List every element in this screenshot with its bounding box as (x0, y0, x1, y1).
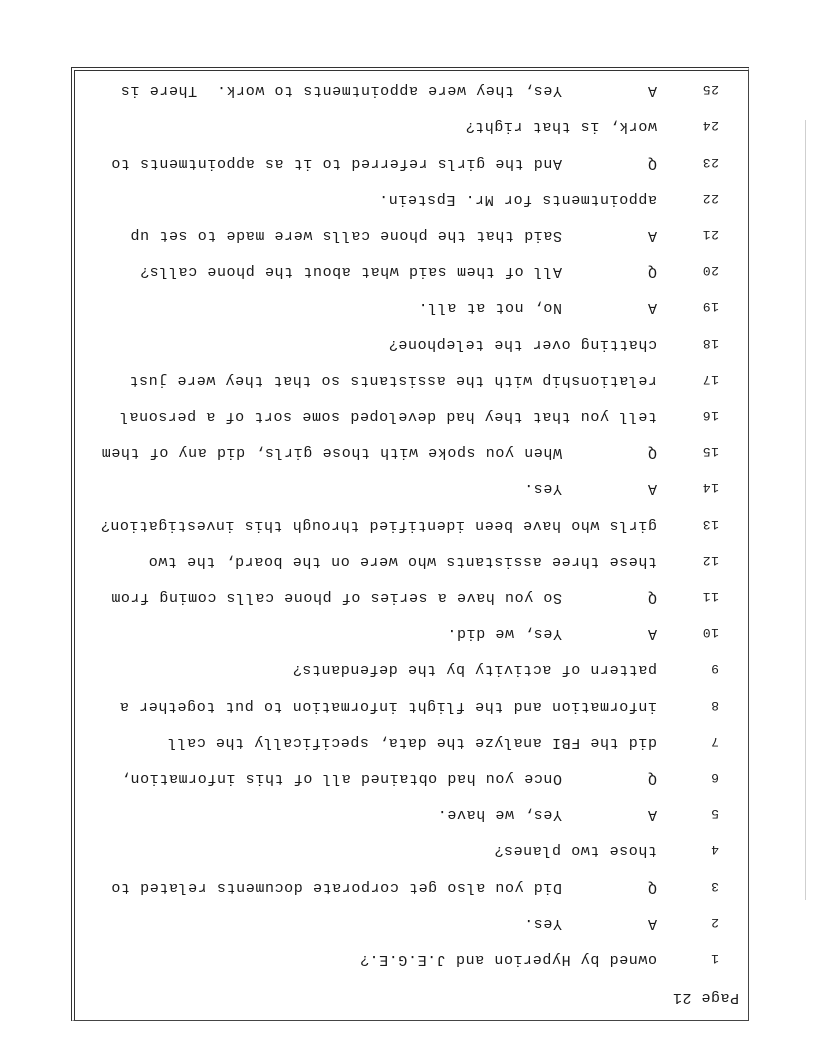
line-number: 14 (702, 480, 719, 496)
line-text: those two planes? (493, 842, 657, 860)
speaker-marker: A (647, 806, 657, 824)
line-number: 6 (710, 770, 719, 785)
line-text: information and the flight information to put together a (119, 697, 657, 715)
transcript-line (0, 260, 817, 280)
transcript-line (0, 876, 817, 896)
line-number: 21 (702, 227, 719, 242)
speaker-marker: A (647, 914, 657, 932)
line-text: pattern of activity by the defendants? (292, 661, 657, 679)
transcript-line (0, 550, 817, 570)
line-number: 17 (702, 371, 719, 387)
line-number: 25 (702, 82, 719, 98)
line-text: Once you had obtained all of this information, (120, 770, 562, 787)
transcript-line (0, 658, 817, 678)
line-number: 22 (702, 190, 719, 206)
speaker-marker: Q (647, 770, 657, 787)
transcript-line (0, 369, 817, 389)
transcript-line (0, 622, 817, 642)
line-number: 4 (710, 842, 719, 858)
line-number: 18 (702, 335, 719, 351)
transcript-line (0, 514, 817, 534)
line-text: these three assistants who were on the board, the two (148, 552, 657, 570)
transcript-line (0, 115, 817, 135)
line-text: relationship with the assistants so that they were just (128, 371, 657, 389)
page-number: Page 21 (672, 989, 739, 1006)
line-text: did the FBI analyze the data, specifically the call (167, 733, 657, 751)
line-text: appointments for Mr. Epstein. (378, 190, 657, 208)
transcript-line (0, 224, 817, 244)
line-number: 5 (710, 806, 719, 822)
transcript-line (0, 441, 817, 461)
line-number: 24 (702, 118, 719, 134)
line-text: Yes, we have. (437, 806, 562, 824)
line-number: 7 (710, 733, 719, 749)
line-number: 10 (702, 625, 719, 641)
line-text: Yes. (523, 914, 562, 932)
transcript-line (0, 188, 817, 208)
scan-edge-mark (805, 120, 806, 900)
transcript-line (0, 803, 817, 823)
speaker-marker: A (647, 299, 657, 317)
line-text: work, is that right? (464, 118, 657, 136)
line-number: 2 (710, 914, 719, 930)
speaker-marker: Q (647, 589, 657, 606)
line-text: owned by Hyperion and J.E.G.E.? (359, 951, 657, 968)
speaker-marker: Q (647, 444, 657, 462)
transcript-line (0, 695, 817, 715)
speaker-marker: A (647, 625, 657, 643)
transcript-line (0, 477, 817, 497)
line-number: 12 (702, 552, 719, 568)
speaker-marker: A (647, 227, 657, 244)
transcript-line (0, 152, 817, 172)
line-number: 11 (702, 589, 719, 604)
line-number: 13 (702, 516, 719, 532)
line-number: 19 (702, 299, 719, 315)
line-number: 9 (710, 661, 719, 677)
line-text: girls who have been identified through this investigation? (100, 516, 657, 534)
transcript-line (0, 586, 817, 606)
line-text: Yes. (523, 480, 562, 498)
transcript-line (0, 333, 817, 353)
speaker-marker: Q (647, 154, 657, 172)
line-text: tell you that they had developed some sort of a personal (119, 408, 657, 425)
line-number: 16 (702, 408, 719, 423)
transcript-line (0, 405, 817, 425)
line-number: 23 (702, 154, 719, 170)
line-text: chatting over the telephone? (388, 335, 657, 353)
line-text: No, not at all. (417, 299, 562, 317)
speaker-marker: A (647, 480, 657, 498)
line-number: 3 (710, 878, 719, 894)
transcript-line (0, 767, 817, 787)
transcript-line (0, 296, 817, 316)
line-text: Did you also get corporate documents related to (110, 878, 562, 896)
line-number: 15 (702, 444, 719, 460)
line-text: When you spoke with those girls, did any of them (101, 444, 562, 462)
transcript-line (0, 839, 817, 859)
line-text: Yes, we did. (446, 625, 562, 643)
line-text: Yes, they were appointments to work. There is (120, 82, 562, 100)
transcript-line (0, 948, 817, 968)
transcript-line (0, 79, 817, 99)
line-text: All of them said what about the phone calls? (139, 263, 562, 281)
line-number: 1 (710, 951, 719, 966)
line-text: So you have a series of phone calls coming from (110, 589, 562, 606)
transcript-line (0, 731, 817, 751)
line-text: Said that the phone calls were made to set up (129, 227, 562, 244)
line-number: 20 (702, 263, 719, 279)
line-number: 8 (710, 697, 719, 713)
line-text: And the girls referred to it as appointments to (110, 154, 562, 172)
speaker-marker: Q (647, 263, 657, 281)
speaker-marker: A (647, 82, 657, 100)
transcript-line (0, 912, 817, 932)
speaker-marker: Q (647, 878, 657, 896)
